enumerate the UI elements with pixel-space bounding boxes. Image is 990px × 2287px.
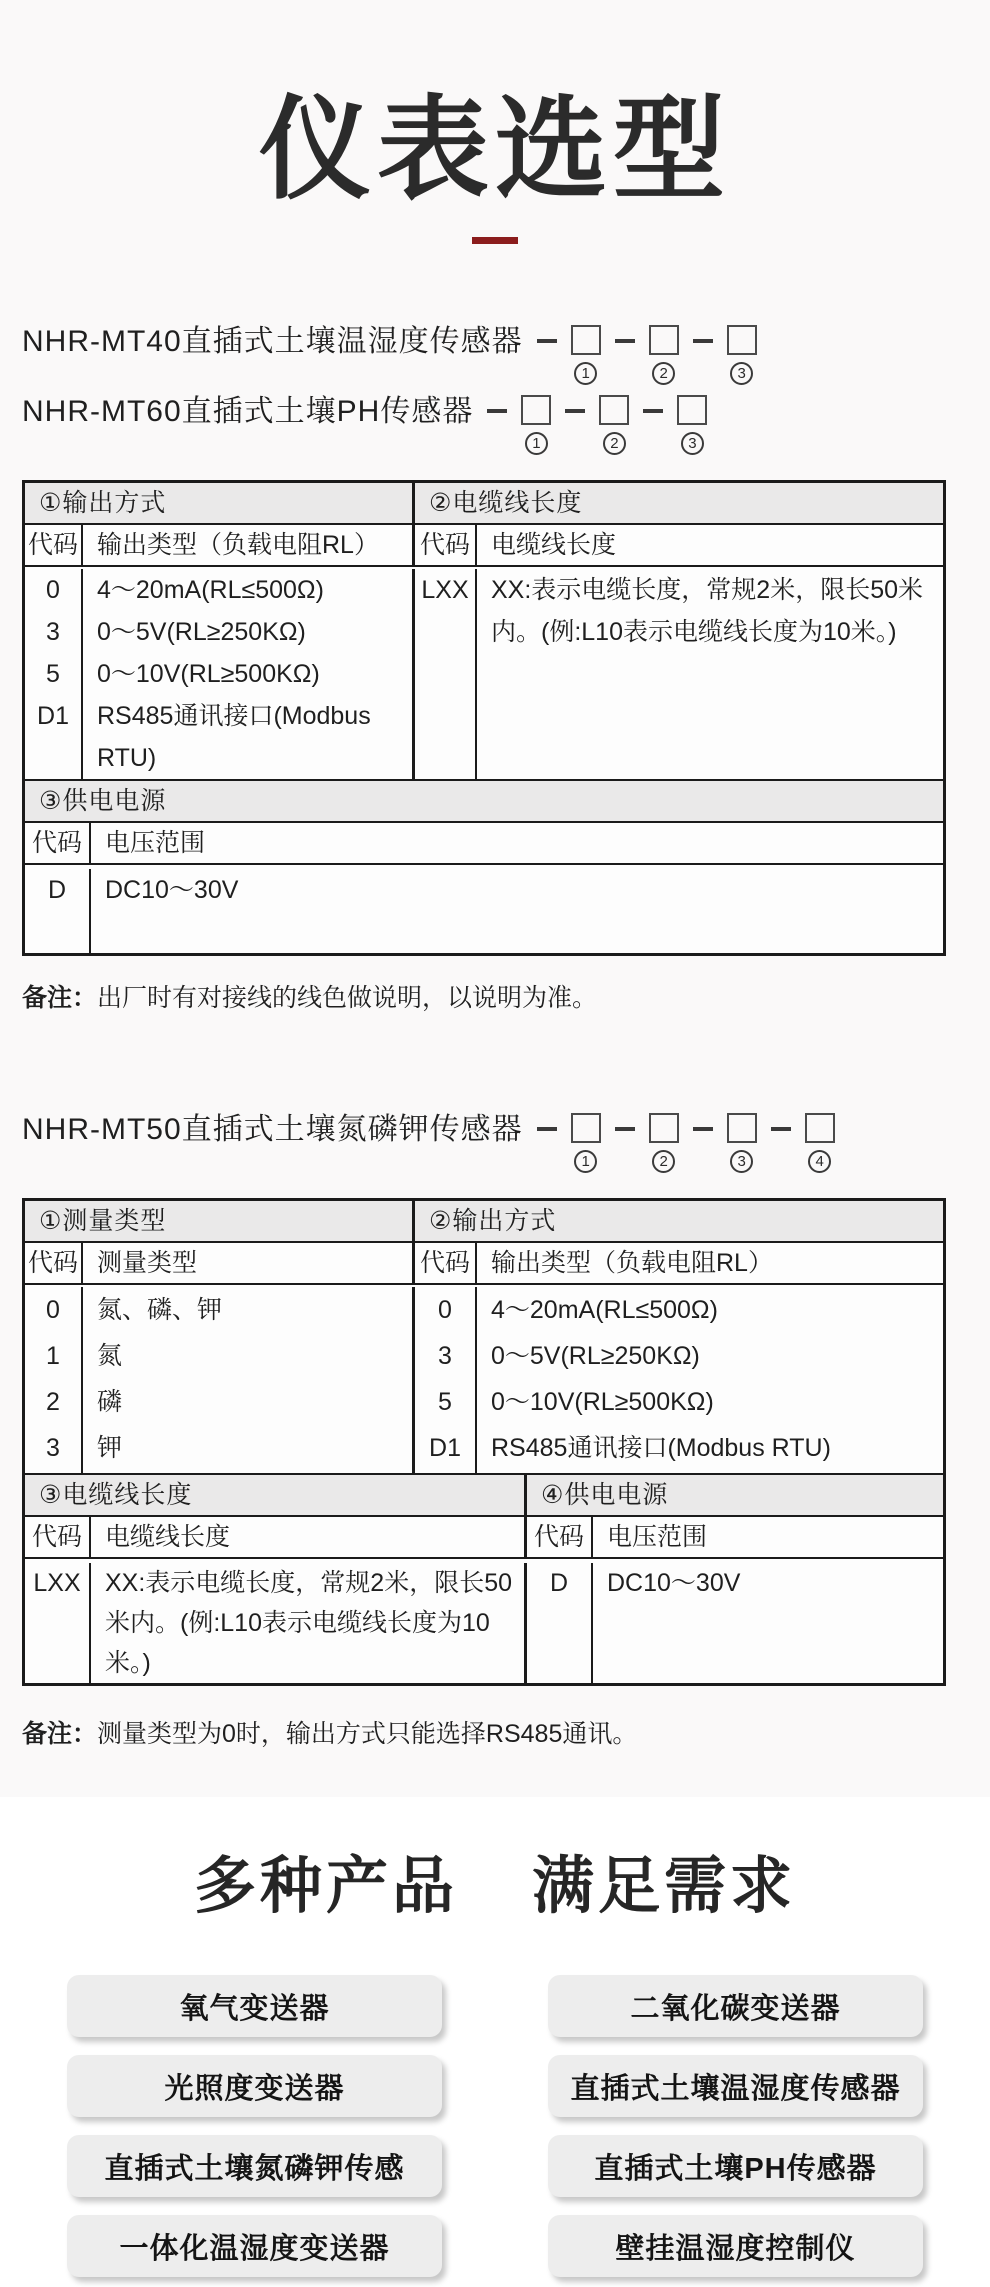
product-button-oxygen-transmitter[interactable]: 氧气变送器 <box>67 1975 442 2037</box>
code-value: 1 <box>46 1342 60 1370</box>
code-value: D <box>47 876 67 904</box>
code-column <box>415 1287 477 1473</box>
code-box <box>805 1113 835 1143</box>
code-column <box>25 1563 91 1683</box>
slot-number-circle: 3 <box>730 362 753 385</box>
model-code-slot <box>487 392 551 455</box>
slot-number-circle: 2 <box>652 1150 675 1173</box>
desc-value: 氮、磷、钾 <box>97 1296 223 1324</box>
slot-number-circle: 2 <box>652 362 675 385</box>
section-header-cable: ③电缆线长度 <box>25 1475 527 1515</box>
desc-label: 测量类型 <box>83 1243 415 1283</box>
note-label: 备注： <box>22 984 98 1012</box>
product-button-integrated-temp-humidity-transmitter[interactable]: 一体化温湿度变送器 <box>67 2215 442 2277</box>
code-box <box>649 325 679 355</box>
desc-value: 磷 <box>97 1388 123 1416</box>
table-data-rows-2 <box>25 1559 943 1683</box>
slot-number-circle: 1 <box>574 362 597 385</box>
desc-value: 0～5V(RL≥250KΩ) <box>491 1342 700 1370</box>
model-code-slot <box>537 322 601 385</box>
code-value: 3 <box>438 1342 452 1370</box>
table-section-headers <box>25 1201 943 1243</box>
model-code-slot <box>565 392 629 455</box>
code-column <box>527 1563 593 1683</box>
code-column <box>25 1287 83 1473</box>
table-data-power <box>25 865 943 953</box>
dash-separator <box>643 409 663 413</box>
product-button-grid <box>0 1975 990 2277</box>
desc-value: RS485通讯接口(Modbus RTU) <box>491 1434 831 1462</box>
table-section-header-power <box>25 781 943 823</box>
table-data-rows <box>25 1285 943 1475</box>
code-value: D1 <box>37 702 69 730</box>
model-line-mt60 <box>22 392 946 456</box>
code-label: 代码 <box>25 1517 91 1557</box>
note-table1 <box>22 982 946 1014</box>
code-value: 5 <box>46 660 60 688</box>
code-value: 3 <box>46 618 60 646</box>
desc-value: XX:表示电缆长度，常规2米，限长50米内。(例:L10表示电缆线长度为10米。) <box>491 576 924 646</box>
model-code-block-1 <box>22 322 946 456</box>
code-label: 代码 <box>527 1517 593 1557</box>
section-header-output: ①输出方式 <box>25 483 415 523</box>
desc-column <box>83 1287 415 1473</box>
products-heading-right: 满足需求 <box>532 1852 797 1921</box>
desc-column <box>83 569 415 779</box>
desc-label: 输出类型（负载电阻RL） <box>491 1249 773 1277</box>
model-name-mt60: NHR-MT60直插式土壤PH传感器 <box>22 395 474 428</box>
slot-number-circle: 3 <box>681 432 704 455</box>
selection-table-mt50 <box>22 1198 946 1686</box>
note-table2 <box>22 1718 946 1750</box>
product-column-right <box>548 1975 923 2277</box>
dash-separator <box>615 1127 635 1131</box>
code-label: 代码 <box>25 1243 83 1283</box>
table-subheaders <box>25 1243 943 1285</box>
dash-separator <box>537 1127 557 1131</box>
desc-column <box>91 1563 527 1683</box>
model-code-slot <box>771 1110 835 1173</box>
table-subheaders-2 <box>25 1517 943 1559</box>
code-value: 5 <box>438 1388 452 1416</box>
product-button-wall-mounted-temp-humidity-controller[interactable]: 壁挂温湿度控制仪 <box>548 2215 923 2277</box>
code-box <box>599 395 629 425</box>
code-label: 代码 <box>25 525 83 565</box>
product-button-soil-temp-humidity-sensor[interactable]: 直插式土壤温湿度传感器 <box>548 2055 923 2117</box>
model-code-slot <box>615 1110 679 1173</box>
code-value: D1 <box>429 1434 461 1462</box>
code-column <box>415 569 477 779</box>
dash-separator <box>693 339 713 343</box>
desc-value: XX:表示电缆长度，常规2米，限长50米内。(例:L10表示电缆线长度为10米。) <box>105 1569 513 1677</box>
desc-label: 电缆线长度 <box>491 531 617 559</box>
desc-column <box>477 1287 943 1473</box>
products-heading <box>0 1853 990 1921</box>
code-value: D <box>549 1569 569 1597</box>
desc-value: RS485通讯接口(Modbus RTU) <box>97 702 371 772</box>
title-underline <box>472 237 518 244</box>
products-section <box>0 1797 990 2277</box>
code-box <box>521 395 551 425</box>
desc-label: 电压范围 <box>607 1523 708 1551</box>
section-header-power: ④供电电源 <box>541 1481 669 1509</box>
selection-table-mt40-mt60 <box>22 480 946 956</box>
product-button-co2-transmitter[interactable]: 二氧化碳变送器 <box>548 1975 923 2037</box>
model-line-mt50 <box>22 1110 946 1174</box>
code-value: 0 <box>46 1296 60 1324</box>
code-value: LXX <box>33 1569 81 1597</box>
dash-separator <box>565 409 585 413</box>
desc-value: 0～10V(RL≥500KΩ) <box>97 660 320 688</box>
model-code-slot <box>693 1110 757 1173</box>
code-column <box>25 569 83 779</box>
code-box <box>571 1113 601 1143</box>
table-data-rows <box>25 567 943 781</box>
code-label: 代码 <box>25 823 91 863</box>
section-header-power: ③供电电源 <box>39 787 167 815</box>
model-line-mt40 <box>22 322 946 386</box>
slot-number-circle: 1 <box>574 1150 597 1173</box>
code-value: 3 <box>46 1434 60 1462</box>
model-code-slot <box>615 322 679 385</box>
model-code-slot <box>643 392 707 455</box>
table-section-headers-2 <box>25 1475 943 1517</box>
desc-column <box>477 569 943 779</box>
desc-value: 钾 <box>97 1434 123 1462</box>
desc-column <box>593 1563 943 1683</box>
desc-label: 电缆线长度 <box>91 1517 527 1557</box>
model-name-mt40: NHR-MT40直插式土壤温湿度传感器 <box>22 325 523 358</box>
code-label: 代码 <box>415 525 477 565</box>
table-section-headers <box>25 483 943 525</box>
slot-number-circle: 2 <box>603 432 626 455</box>
dash-separator <box>537 339 557 343</box>
code-value: 0 <box>46 576 60 604</box>
desc-value: 0～10V(RL≥500KΩ) <box>491 1388 714 1416</box>
slot-number-circle: 1 <box>525 432 548 455</box>
product-button-soil-ph-sensor[interactable]: 直插式土壤PH传感器 <box>548 2135 923 2197</box>
code-value: 0 <box>438 1296 452 1324</box>
note-text: 测量类型为0时，输出方式只能选择RS485通讯。 <box>97 1720 638 1748</box>
desc-label: 输出类型（负载电阻RL） <box>83 525 415 565</box>
code-box <box>727 1113 757 1143</box>
code-value: LXX <box>421 576 469 604</box>
desc-value: DC10～30V <box>607 1569 741 1597</box>
desc-value: 4～20mA(RL≤500Ω) <box>97 576 324 604</box>
page-title: 仪表选型 <box>259 87 731 212</box>
code-box <box>677 395 707 425</box>
desc-label: 电压范围 <box>105 829 206 857</box>
dash-separator <box>615 339 635 343</box>
table-subheaders <box>25 525 943 567</box>
note-text: 出厂时有对接线的线色做说明，以说明为准。 <box>97 984 598 1012</box>
product-column-left <box>67 1975 442 2277</box>
code-box <box>727 325 757 355</box>
desc-value: DC10～30V <box>105 876 239 904</box>
note-label: 备注： <box>22 1720 98 1748</box>
dash-separator <box>771 1127 791 1131</box>
desc-value: 4～20mA(RL≤500Ω) <box>491 1296 718 1324</box>
code-box <box>571 325 601 355</box>
model-name-mt50: NHR-MT50直插式土壤氮磷钾传感器 <box>22 1113 523 1146</box>
dash-separator <box>487 409 507 413</box>
section-header-cable: ②电缆线长度 <box>429 489 583 517</box>
desc-value: 氮 <box>97 1342 123 1370</box>
section-header-output: ②输出方式 <box>429 1207 557 1235</box>
product-button-illuminance-transmitter[interactable]: 光照度变送器 <box>67 2055 442 2117</box>
dash-separator <box>693 1127 713 1131</box>
desc-column <box>91 869 943 953</box>
code-column <box>25 869 91 953</box>
slot-number-circle: 4 <box>808 1150 831 1173</box>
slot-number-circle: 3 <box>730 1150 753 1173</box>
code-value: 2 <box>46 1388 60 1416</box>
code-box <box>649 1113 679 1143</box>
model-code-slot <box>537 1110 601 1173</box>
model-code-slot <box>693 322 757 385</box>
desc-value: 0～5V(RL≥250KΩ) <box>97 618 306 646</box>
section-header-measure: ①测量类型 <box>25 1201 415 1241</box>
code-label: 代码 <box>415 1243 477 1283</box>
products-heading-left: 多种产品 <box>193 1852 458 1921</box>
table-subheaders-power <box>25 823 943 865</box>
product-button-soil-npk-sensor[interactable]: 直插式土壤氮磷钾传感 <box>67 2135 442 2197</box>
